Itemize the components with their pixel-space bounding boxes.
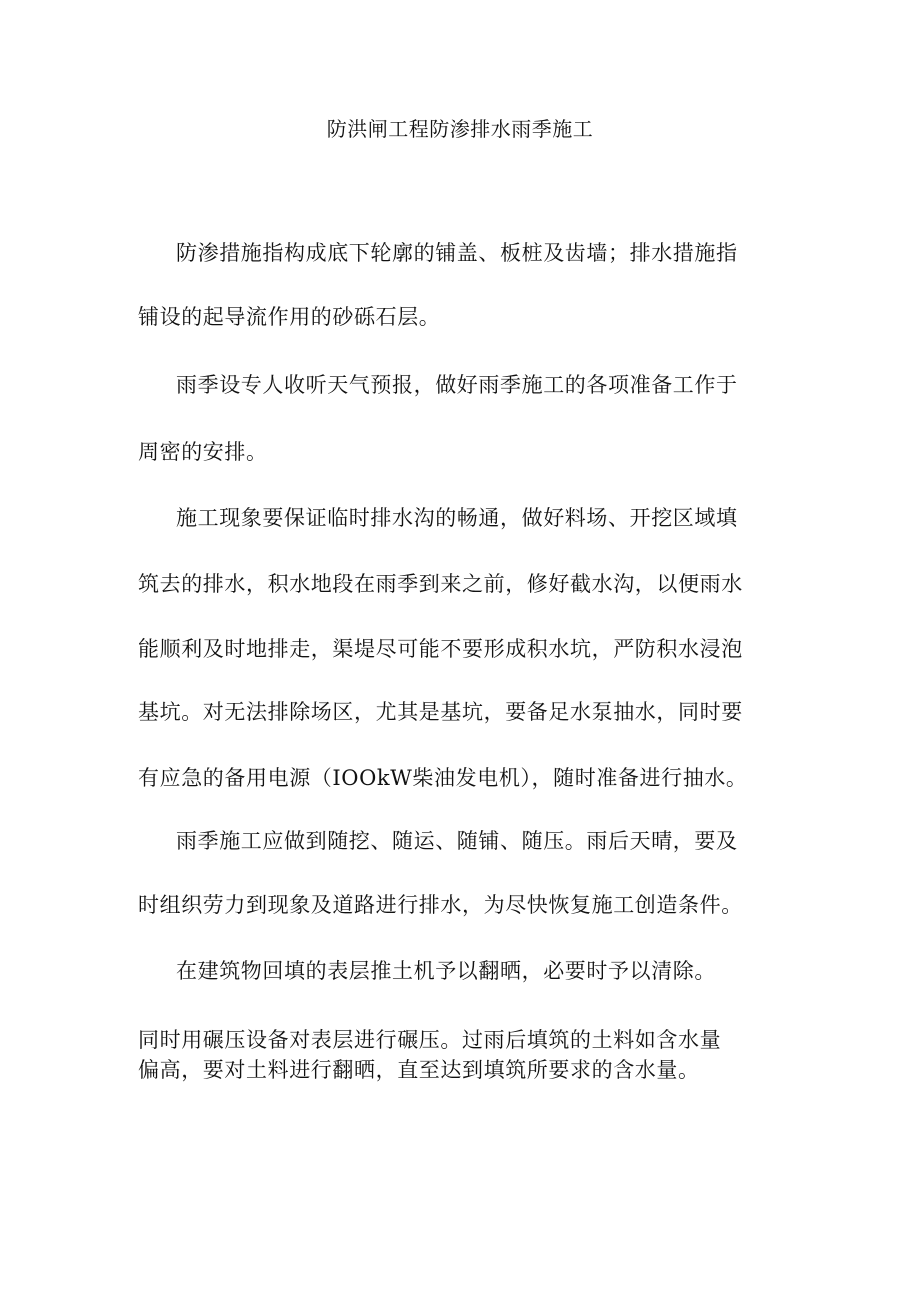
paragraph-3-line-3: 能顺利及时地排走，渠堤尽可能不要形成积水坑，严防积水浸泡 [138,637,743,661]
paragraph-3-line-2: 筑去的排水，积水地段在雨季到来之前，修好截水沟，以便雨水 [138,572,743,596]
paragraph-3-line-4: 基坑。对无法排除场区，尤其是基坑，要备足水泵抽水，同时要 [138,700,743,724]
paragraph-3-line-1: 施工现象要保证临时排水沟的畅通，做好料场、开挖区域填 [176,506,738,530]
paragraph-2-line-1: 雨季设专人收听天气预报，做好雨季施工的各项准备工作于 [176,373,738,397]
paragraph-1-line-2: 铺设的起导流作用的砂砾石层。 [138,305,441,329]
paragraph-5-line-1: 在建筑物回填的表层推土机予以翻晒，必要时予以清除。 [176,959,716,983]
paragraph-2-line-2: 周密的安排。 [138,440,268,464]
paragraph-4-line-2: 时组织劳力到现象及道路进行排水，为尽快恢复施工创造条件。 [138,893,743,917]
paragraph-3-line-5: 有应急的备用电源（IOOkW柴油发电机），随时准备进行抽水。 [138,766,748,790]
document-title: 防洪闸工程防渗排水雨季施工 [326,117,594,141]
paragraph-4-line-1: 雨季施工应做到随挖、随运、随铺、随压。雨后天晴，要及 [176,829,738,853]
paragraph-1-line-1: 防渗措施指构成底下轮廓的铺盖、板桩及齿墙；排水措施指 [176,241,738,265]
paragraph-6-line-1: 同时用碾压设备对表层进行碾压。过雨后填筑的土料如含水量 [138,1028,722,1052]
paragraph-6-line-2: 偏高，要对土料进行翻晒，直至达到填筑所要求的含水量。 [138,1058,700,1082]
